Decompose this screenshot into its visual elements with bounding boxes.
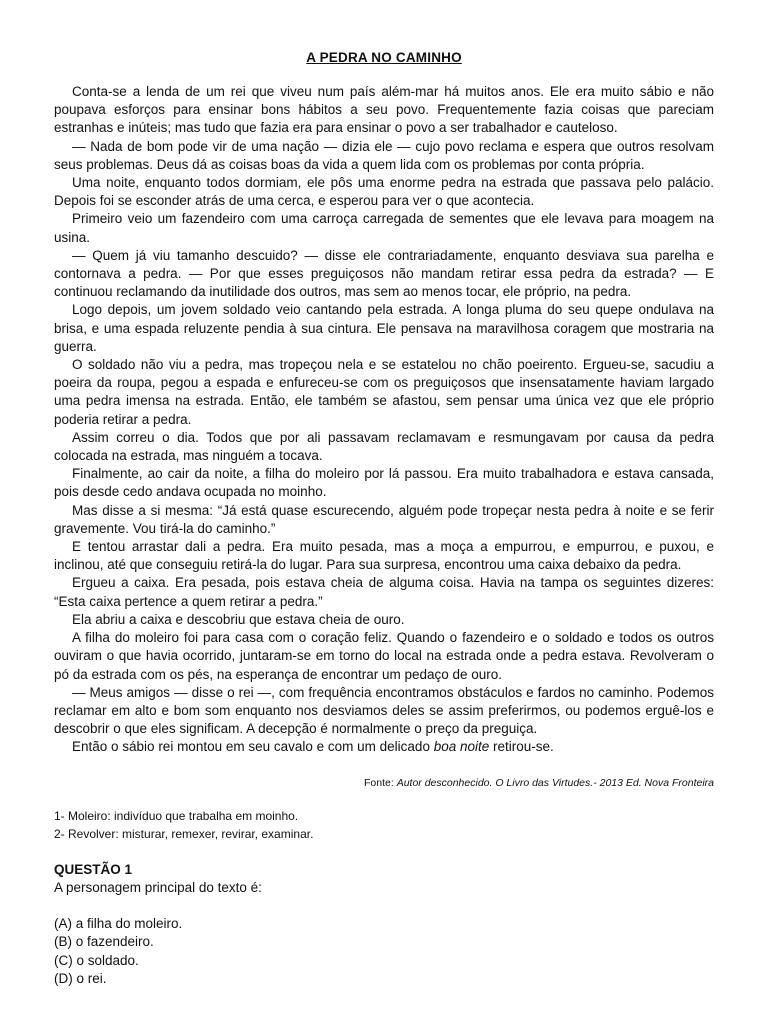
story-last-paragraph xyxy=(54,738,714,756)
last-paragraph-start: Então o sábio rei montou em seu cavalo e com um delicado xyxy=(72,739,434,755)
story-paragraph: Logo depois, um jovem soldado veio cantando pela estrada. A longa pluma do seu quepe ondulava na brisa, e uma espada reluzente pendia à sua cintura. Ele pensava na maravilhosa coragem que mostraria na guerra. xyxy=(54,302,714,354)
question-prompt: A personagem principal do texto é: xyxy=(54,879,262,895)
story-paragraph: Assim correu o dia. Todos que por ali passavam reclamavam e resmungavam por causa da pedra colocada na estrada, mas ninguém a tocava. xyxy=(54,429,714,464)
last-paragraph-end: retirou-se. xyxy=(489,739,554,755)
document-title: A PEDRA NO CAMINHO xyxy=(306,50,462,65)
story-paragraph: Ergueu a caixa. Era pesada, pois estava cheia de alguma coisa. Havia na tampa os seguintes dizeres: “Esta caixa pertence a quem retirar a pedra.” xyxy=(54,575,714,609)
answer-option-d: (D) o rei. xyxy=(54,971,107,987)
answer-option-a: (A) a filha do moleiro. xyxy=(54,915,183,931)
story-text xyxy=(54,83,714,757)
source-citation xyxy=(54,777,714,789)
question-title: QUESTÃO 1 xyxy=(54,861,133,877)
glossary xyxy=(54,807,714,843)
answer-option-c: (C) o soldado. xyxy=(54,952,139,968)
story-paragraph: E tentou arrastar dali a pedra. Era muito pesada, mas a moça a empurrou, e empurrou, e puxou, e inclinou, até que conseguiu retirá-la do lugar. Para sua surpresa, encontrou uma caixa debaixo da pedra. xyxy=(54,539,714,573)
glossary-item: 1- Moleiro: indivíduo que trabalha em moinho. xyxy=(54,808,299,823)
story-paragraph: — Meus amigos — disse o rei —, com frequência encontramos obstáculos e fardos no caminho. Podemos reclamar em alto e bom som enquanto nos desviamos deles se assim preferirmos, ou podemos erguê-los e descobrir o que eles significam. A decepção é normalmente o preço da preguiça. xyxy=(54,684,714,737)
story-paragraph: Uma noite, enquanto todos dormiam, ele pôs uma enorme pedra na estrada que passava pelo palácio. Depois foi se esconder atrás de uma cerca, e esperou para ver o que acontecia. xyxy=(54,175,714,209)
story-paragraph: Ela abriu a caixa e descobriu que estava cheia de ouro. xyxy=(72,611,405,627)
document-page xyxy=(54,50,714,989)
story-paragraph: — Quem já viu tamanho descuido? — disse ele contrariadamente, enquanto desviava sua parelha e contornava a pedra. — Por que esses preguiçosos não mandam retirar essa pedra da estrada? — E continuou reclamando da inutilidade dos outros, mas sem ao menos tocar, ele próprio, na pedra. xyxy=(54,247,714,300)
story-paragraph: O soldado não viu a pedra, mas tropeçou nela e se estatelou no chão poeirento. Ergueu-se, sacudiu a poeira da roupa, pegou a espada e enfureceu-se com os preguiçosos que insensatamente haviam largado uma pedra imensa na estrada. Então, ele também se afastou, sem pensar uma única vez que ele próprio poderia retirar a pedra. xyxy=(54,357,714,427)
source-label: Fonte: xyxy=(364,776,397,789)
story-paragraph: — Nada de bom pode vir de uma nação — dizia ele — cujo povo reclama e espera que outros resolvam seus problemas. Deus dá as coisas boas da vida a quem lida com os problemas por conta própria. xyxy=(54,138,714,172)
glossary-item: 2- Revolver: misturar, remexer, revirar, examinar. xyxy=(54,826,314,841)
story-paragraph: A filha do moleiro foi para casa com o coração feliz. Quando o fazendeiro e o soldado e todos os outros ouviram o que havia ocorrido, juntaram-se em torno do local na estrada onde a pedra estava. Revolveram o pó da estrada com os pés, na esperança de encontrar um pedaço de ouro. xyxy=(54,630,714,682)
story-paragraph: Finalmente, ao cair da noite, a filha do moleiro por lá passou. Era muito trabalhadora e estava cansada, pois desde cedo andava ocupada no moinho. xyxy=(54,466,714,500)
answer-option-b: (B) o fazendeiro. xyxy=(54,934,154,950)
answer-options xyxy=(54,915,714,989)
last-paragraph-italic: boa noite xyxy=(433,739,490,755)
story-paragraph: Mas disse a si mesma: “Já está quase escurecendo, alguém pode tropeçar nesta pedra à noite e se ferir gravemente. Vou tirá-la do caminho.” xyxy=(54,502,714,536)
story-paragraph: Conta-se a lenda de um rei que viveu num país além-mar há muitos anos. Ele era muito sábio e não poupava esforços para ensinar bons hábitos a seu povo. Frequentemente fazia coisas que pareciam estranhas e inúteis; mas tudo que fazia era para ensinar o povo a ser trabalhador e cauteloso. xyxy=(54,84,714,136)
story-paragraph: Primeiro veio um fazendeiro com uma carroça carregada de sementes que ele levava para moagem na usina. xyxy=(54,211,714,245)
source-text: Autor desconhecido. O Livro das Virtudes.- 2013 Ed. Nova Fronteira xyxy=(396,776,714,789)
